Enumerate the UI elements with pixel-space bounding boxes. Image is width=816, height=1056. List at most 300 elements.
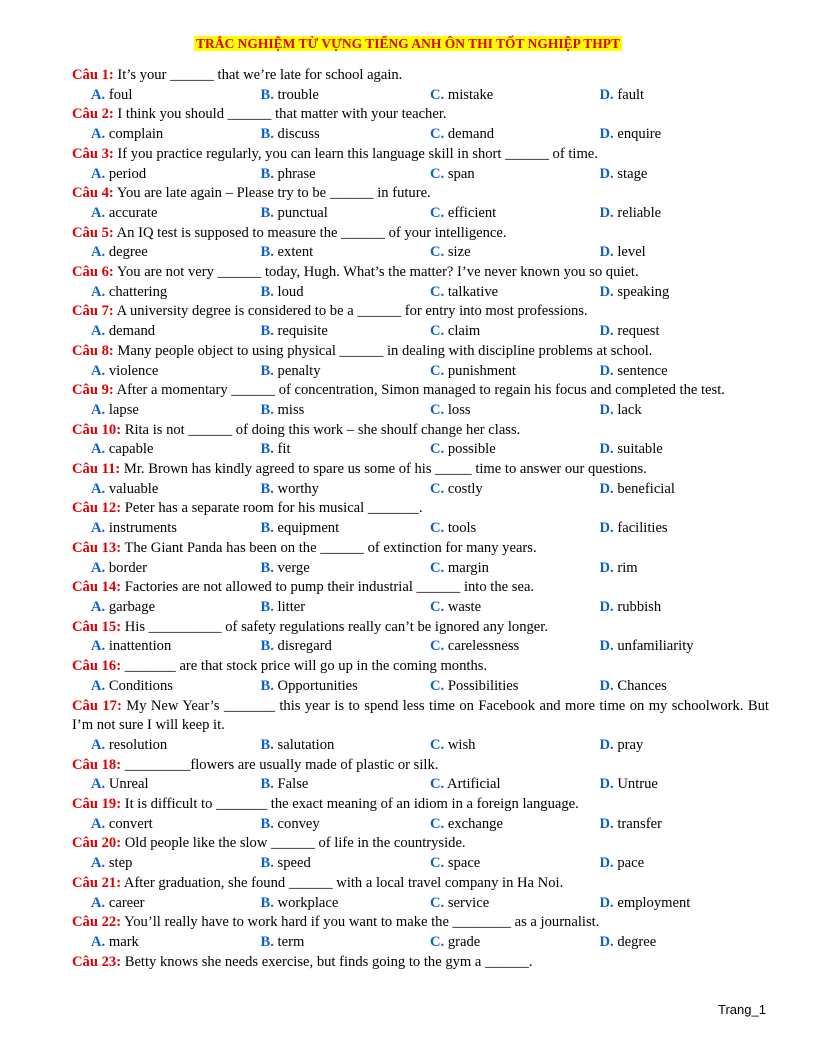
option-text: capable (108, 441, 154, 458)
option-letter: D. (599, 520, 614, 537)
answer-option (600, 854, 770, 874)
question-item (72, 224, 769, 263)
option-letter: D. (599, 165, 614, 182)
question-item (72, 795, 769, 834)
answer-option (261, 933, 431, 953)
question-stem (72, 756, 769, 776)
question-stem (72, 795, 769, 815)
answer-option (261, 854, 431, 874)
question-item (72, 381, 769, 420)
option-letter: D. (599, 441, 614, 458)
answer-option (430, 677, 600, 697)
option-letter: C. (430, 855, 445, 872)
question-item (72, 697, 769, 756)
option-letter: C. (430, 933, 445, 950)
option-letter: D. (599, 323, 614, 340)
answer-option (600, 894, 770, 914)
option-letter: C. (430, 362, 445, 379)
option-letter: B. (260, 598, 274, 615)
option-text: mark (108, 933, 139, 950)
question-item (72, 756, 769, 795)
option-text: disregard (277, 638, 332, 655)
answer-options (72, 362, 769, 382)
question-number: Câu 6: (72, 264, 114, 281)
question-text: Peter has a separate room for his musical _______. (124, 500, 423, 517)
option-text: punctual (277, 204, 328, 221)
question-text: A university degree is considered to be a ______ for entry into most professions. (116, 303, 588, 320)
option-text: transfer (617, 815, 662, 832)
answer-option (261, 480, 431, 500)
answer-option (91, 362, 261, 382)
answer-option (430, 598, 600, 618)
option-letter: B. (260, 204, 274, 221)
option-text: claim (447, 323, 481, 340)
option-letter: C. (430, 401, 445, 418)
option-letter: D. (599, 362, 614, 379)
option-text: worthy (277, 480, 319, 497)
answer-option (430, 322, 600, 342)
question-number: Câu 11: (72, 461, 121, 478)
answer-options (72, 480, 769, 500)
option-text: instruments (108, 520, 177, 537)
option-text: phrase (277, 165, 316, 182)
option-letter: B. (260, 165, 274, 182)
question-item (72, 421, 769, 460)
answer-option (261, 519, 431, 539)
answer-option (261, 204, 431, 224)
option-text: extent (277, 244, 314, 261)
question-stem (72, 539, 769, 559)
answer-options (72, 243, 769, 263)
question-stem (72, 224, 769, 244)
option-text: Conditions (108, 677, 173, 694)
question-item (72, 834, 769, 873)
answer-option (91, 736, 261, 756)
question-number: Câu 17: (72, 697, 122, 714)
option-letter: B. (260, 244, 274, 261)
option-letter: B. (260, 283, 274, 300)
answer-option (91, 677, 261, 697)
option-text: resolution (108, 736, 168, 753)
question-number: Câu 14: (72, 579, 122, 596)
option-letter: C. (430, 244, 445, 261)
answer-options (72, 677, 769, 697)
answer-option (600, 362, 770, 382)
option-text: speaking (617, 283, 670, 300)
question-number: Câu 1: (72, 67, 114, 83)
option-text: costly (447, 480, 483, 497)
question-text: My New Year’s _______ this year is to spend less time on Facebook and more time on my schoolwork. But I’m not sure I will keep it. (72, 697, 769, 734)
question-number: Câu 22: (72, 914, 122, 931)
question-number: Câu 10: (72, 421, 122, 438)
page-title: TRẮC NGHIỆM TỪ VỰNG TIẾNG ANH ÔN THI TỐT NGHIỆP THPT (195, 36, 621, 51)
question-text: Many people object to using physical ______ in dealing with discipline problems at school. (117, 342, 653, 359)
option-letter: B. (260, 126, 274, 143)
option-text: verge (277, 559, 310, 576)
option-letter: C. (430, 638, 445, 655)
answer-option (261, 815, 431, 835)
option-text: span (447, 165, 475, 182)
option-letter: B. (260, 776, 274, 793)
question-item (72, 657, 769, 696)
option-letter: C. (430, 559, 445, 576)
question-item (72, 145, 769, 184)
answer-option (91, 637, 261, 657)
option-letter: D. (599, 855, 614, 872)
question-text: Betty knows she needs exercise, but finds going to the gym a ______. (124, 953, 533, 970)
question-item (72, 913, 769, 952)
option-letter: C. (430, 815, 445, 832)
answer-option (430, 559, 600, 579)
answer-option (430, 775, 600, 795)
question-item (72, 460, 769, 499)
option-text: beneficial (617, 480, 675, 497)
option-letter: A. (91, 520, 106, 537)
option-text: demand (108, 323, 156, 340)
option-text: rim (617, 559, 638, 576)
question-item (72, 618, 769, 657)
answer-option (600, 322, 770, 342)
answer-option (430, 440, 600, 460)
answer-option (91, 559, 261, 579)
answer-option (430, 243, 600, 263)
answer-option (600, 815, 770, 835)
answer-option (600, 165, 770, 185)
option-text: degree (108, 244, 148, 261)
answer-options (72, 598, 769, 618)
question-number: Câu 18: (72, 756, 122, 773)
answer-option (261, 165, 431, 185)
answer-option (261, 559, 431, 579)
question-number: Câu 16: (72, 658, 122, 675)
question-text: _______ are that stock price will go up in the coming months. (124, 658, 488, 675)
option-letter: D. (599, 559, 614, 576)
question-number: Câu 23: (72, 953, 122, 970)
option-text: level (617, 244, 646, 261)
option-text: tools (447, 520, 477, 537)
answer-option (430, 933, 600, 953)
answer-option (261, 125, 431, 145)
option-text: enquire (617, 126, 662, 143)
option-text: career (108, 894, 145, 911)
option-text: Untrue (617, 776, 658, 793)
answer-options (72, 125, 769, 145)
answer-options (72, 559, 769, 579)
question-number: Câu 20: (72, 835, 122, 852)
answer-option (261, 322, 431, 342)
option-letter: D. (599, 283, 614, 300)
option-letter: C. (430, 677, 445, 694)
option-letter: A. (91, 933, 106, 950)
option-letter: A. (91, 894, 106, 911)
option-letter: D. (599, 86, 614, 103)
answer-option (600, 677, 770, 697)
answer-option (261, 775, 431, 795)
option-text: unfamiliarity (617, 638, 694, 655)
option-text: lack (617, 401, 642, 418)
answer-option (430, 165, 600, 185)
option-letter: C. (430, 736, 445, 753)
option-text: period (108, 165, 147, 182)
question-number: Câu 2: (72, 106, 114, 123)
answer-options (72, 283, 769, 303)
option-letter: A. (91, 559, 106, 576)
option-text: workplace (277, 894, 339, 911)
answer-option (261, 401, 431, 421)
option-letter: B. (260, 933, 274, 950)
question-stem (72, 953, 769, 973)
option-text: wish (447, 736, 476, 753)
question-stem (72, 578, 769, 598)
option-letter: A. (91, 244, 106, 261)
question-stem (72, 184, 769, 204)
question-stem (72, 105, 769, 125)
option-text: punishment (447, 362, 516, 379)
option-letter: B. (260, 677, 274, 694)
question-item (72, 874, 769, 913)
option-letter: C. (430, 598, 445, 615)
option-letter: A. (91, 441, 106, 458)
option-text: complain (108, 126, 164, 143)
option-letter: D. (599, 677, 614, 694)
answer-option (600, 243, 770, 263)
answer-option (91, 933, 261, 953)
answer-option (91, 775, 261, 795)
option-text: inattention (108, 638, 172, 655)
option-text: rubbish (617, 598, 662, 615)
option-letter: C. (430, 776, 445, 793)
option-text: pray (617, 736, 644, 753)
option-text: efficient (447, 204, 497, 221)
answer-option (600, 598, 770, 618)
option-letter: B. (260, 855, 274, 872)
option-letter: B. (260, 323, 274, 340)
option-text: miss (277, 401, 305, 418)
option-letter: C. (430, 323, 445, 340)
answer-option (91, 86, 261, 106)
question-list (72, 66, 769, 972)
option-text: Unreal (108, 776, 149, 793)
option-letter: C. (430, 204, 445, 221)
question-stem (72, 263, 769, 283)
option-text: penalty (277, 362, 321, 379)
question-item (72, 953, 769, 973)
option-text: possible (447, 441, 496, 458)
question-text: His __________ of safety regulations really can’t be ignored any longer. (124, 618, 548, 635)
option-letter: C. (430, 520, 445, 537)
question-text: Rita is not ______ of doing this work – she shoulf change her class. (124, 421, 521, 438)
option-letter: A. (91, 815, 106, 832)
option-text: employment (617, 894, 691, 911)
answer-option (600, 125, 770, 145)
option-text: facilities (617, 520, 668, 537)
option-text: waste (447, 598, 482, 615)
question-number: Câu 12: (72, 500, 122, 517)
option-letter: A. (91, 204, 106, 221)
question-text: Mr. Brown has kindly agreed to spare us some of his _____ time to answer our questions. (123, 461, 647, 478)
option-letter: A. (91, 855, 106, 872)
question-text: It is difficult to _______ the exact meaning of an idiom in a foreign language. (124, 796, 579, 813)
question-stem (72, 697, 769, 736)
option-letter: A. (91, 126, 106, 143)
option-letter: A. (91, 776, 106, 793)
question-text: The Giant Panda has been on the ______ of extinction for many years. (124, 539, 537, 556)
answer-option (91, 401, 261, 421)
option-text: violence (108, 362, 159, 379)
option-text: pace (617, 855, 645, 872)
option-text: demand (447, 126, 495, 143)
question-stem (72, 66, 769, 86)
option-text: litter (277, 598, 306, 615)
option-letter: B. (260, 401, 274, 418)
answer-option (430, 854, 600, 874)
answer-option (261, 362, 431, 382)
option-text: fit (277, 441, 291, 458)
answer-option (91, 440, 261, 460)
option-letter: D. (599, 244, 614, 261)
option-letter: D. (599, 776, 614, 793)
answer-option (261, 440, 431, 460)
question-stem (72, 302, 769, 322)
option-text: border (108, 559, 147, 576)
option-text: suitable (617, 441, 663, 458)
question-number: Câu 13: (72, 539, 122, 556)
option-letter: A. (91, 598, 106, 615)
answer-option (91, 854, 261, 874)
answer-options (72, 401, 769, 421)
option-letter: D. (599, 401, 614, 418)
option-letter: B. (260, 559, 274, 576)
option-letter: B. (260, 815, 274, 832)
answer-option (91, 322, 261, 342)
answer-option (261, 736, 431, 756)
option-letter: C. (430, 480, 445, 497)
answer-option (261, 637, 431, 657)
option-letter: B. (260, 86, 274, 103)
question-text: I think you should ______ that matter with your teacher. (117, 106, 447, 123)
option-letter: B. (260, 441, 274, 458)
question-text: _________flowers are usually made of plastic or silk. (124, 756, 439, 773)
answer-option (430, 519, 600, 539)
option-text: salutation (277, 736, 335, 753)
answer-option (261, 677, 431, 697)
option-text: speed (277, 855, 311, 872)
answer-options (72, 775, 769, 795)
option-letter: A. (91, 480, 106, 497)
answer-option (600, 775, 770, 795)
answer-option (600, 559, 770, 579)
title-bar (0, 35, 816, 53)
answer-option (91, 125, 261, 145)
question-item (72, 105, 769, 144)
option-text: trouble (277, 86, 319, 103)
option-letter: C. (430, 126, 445, 143)
option-text: space (447, 855, 481, 872)
option-letter: A. (91, 362, 106, 379)
question-text: If you practice regularly, you can learn this language skill in short ______ of time. (117, 145, 598, 162)
option-letter: B. (260, 736, 274, 753)
question-number: Câu 9: (72, 382, 114, 399)
answer-option (261, 894, 431, 914)
answer-option (430, 637, 600, 657)
question-item (72, 66, 769, 105)
answer-options (72, 519, 769, 539)
option-letter: D. (599, 126, 614, 143)
answer-options (72, 854, 769, 874)
answer-options (72, 204, 769, 224)
option-text: exchange (447, 815, 503, 832)
option-letter: C. (430, 441, 445, 458)
answer-option (430, 815, 600, 835)
option-text: carelessness (447, 638, 520, 655)
option-text: Possibilities (447, 677, 519, 694)
question-number: Câu 8: (72, 342, 114, 359)
answer-option (600, 204, 770, 224)
question-item (72, 342, 769, 381)
option-letter: C. (430, 86, 445, 103)
question-number: Câu 4: (72, 185, 114, 202)
answer-option (600, 637, 770, 657)
option-text: convey (277, 815, 320, 832)
question-stem (72, 874, 769, 894)
option-text: valuable (108, 480, 159, 497)
option-letter: B. (260, 520, 274, 537)
option-letter: D. (599, 638, 614, 655)
question-stem (72, 342, 769, 362)
answer-option (91, 815, 261, 835)
option-letter: A. (91, 165, 106, 182)
option-text: accurate (108, 204, 158, 221)
answer-options (72, 86, 769, 106)
option-letter: A. (91, 736, 106, 753)
option-text: talkative (447, 283, 499, 300)
option-letter: A. (91, 323, 106, 340)
option-letter: A. (91, 86, 106, 103)
option-letter: C. (430, 894, 445, 911)
option-text: margin (447, 559, 489, 576)
answer-option (430, 86, 600, 106)
question-stem (72, 499, 769, 519)
question-stem (72, 618, 769, 638)
question-text: Old people like the slow ______ of life in the countryside. (124, 835, 466, 852)
option-text: chattering (108, 283, 168, 300)
question-stem (72, 421, 769, 441)
answer-option (600, 519, 770, 539)
option-text: loss (447, 401, 471, 418)
option-text: discuss (277, 126, 320, 143)
question-stem (72, 460, 769, 480)
question-number: Câu 21: (72, 874, 122, 891)
answer-option (91, 519, 261, 539)
option-letter: B. (260, 894, 274, 911)
option-text: Chances (617, 677, 667, 694)
answer-option (600, 86, 770, 106)
answer-options (72, 637, 769, 657)
option-text: loud (277, 283, 304, 300)
option-text: step (108, 855, 133, 872)
answer-option (600, 401, 770, 421)
option-text: fault (617, 86, 645, 103)
option-letter: D. (599, 480, 614, 497)
answer-option (261, 598, 431, 618)
option-text: foul (108, 86, 133, 103)
answer-options (72, 736, 769, 756)
answer-option (430, 894, 600, 914)
question-text: You are not very ______ today, Hugh. What’s the matter? I’ve never known you so quiet. (116, 264, 639, 281)
answer-option (430, 362, 600, 382)
option-text: lapse (108, 401, 139, 418)
question-number: Câu 15: (72, 618, 122, 635)
